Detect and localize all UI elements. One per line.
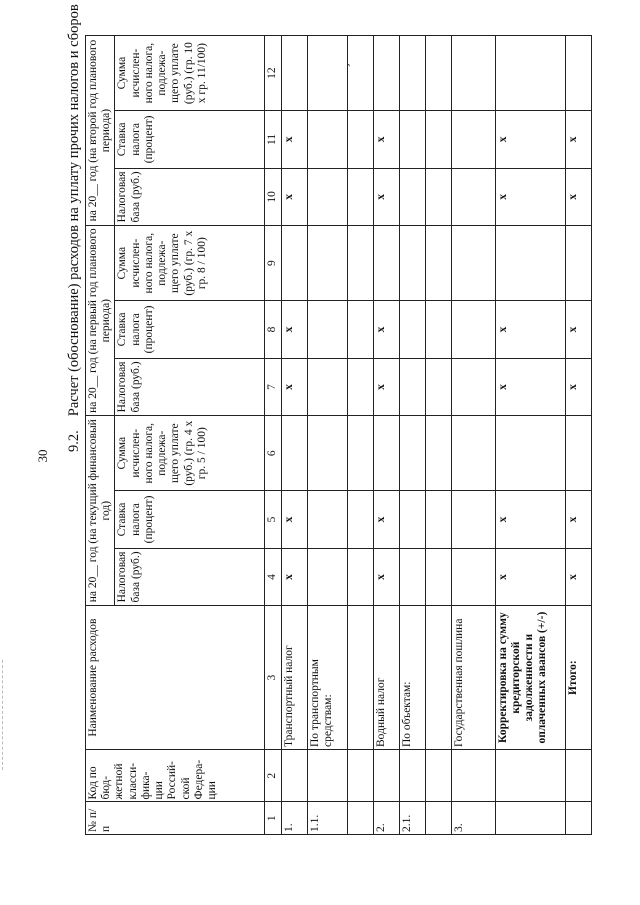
row-cell (307, 548, 347, 606)
row-cell (347, 111, 373, 169)
table-row (495, 36, 565, 835)
row-cell: x (281, 548, 307, 606)
row-cell (307, 358, 347, 416)
table-row (347, 36, 373, 835)
row-code (399, 750, 425, 803)
row-cell: x (373, 548, 399, 606)
row-cell (399, 226, 425, 301)
table-row (451, 36, 495, 835)
row-cell (307, 491, 347, 549)
header-base: Налоговая база (руб.) (115, 548, 265, 606)
section-heading (66, 0, 83, 452)
row-name: Транспортный налог (281, 606, 307, 750)
column-number: 11 (265, 111, 281, 169)
header-no: № п/п (86, 802, 265, 835)
row-cell (495, 36, 565, 111)
row-cell: x (565, 111, 591, 169)
header-rate: Ставка налога (процент) (115, 491, 265, 549)
header-code: Код по бюд- жетной класси- фика- ции Россий- ской Федера- ции (86, 750, 265, 803)
row-cell: x (373, 301, 399, 359)
table-row (425, 36, 451, 835)
row-cell: x (565, 491, 591, 549)
row-cell (347, 168, 373, 226)
row-cell (347, 491, 373, 549)
table-row (373, 36, 399, 835)
row-number: 1.1. (307, 802, 347, 835)
row-name: Водный налог (373, 606, 399, 750)
row-number: 2. (373, 802, 399, 835)
table-row (565, 36, 591, 835)
row-cell: x (373, 111, 399, 169)
row-code (451, 750, 495, 803)
row-cell: x (495, 358, 565, 416)
row-name: Итого: (565, 606, 591, 750)
row-cell (347, 36, 373, 111)
header-period-first: на 20__ год (на первый год планового периода) (86, 226, 115, 416)
table-row (399, 36, 425, 835)
row-cell: x (281, 301, 307, 359)
row-cell (451, 548, 495, 606)
column-number: 6 (265, 416, 281, 491)
row-code (373, 750, 399, 803)
row-cell (399, 301, 425, 359)
header-period-current: на 20__ год (на текущий финансовый год) (86, 416, 115, 606)
row-name: Корректировка на сумму кредиторской задолженности и оплаченных авансов (+/-) (495, 606, 565, 750)
row-cell: x (281, 491, 307, 549)
section-title: Расчет (обоснование) расходов на уплату прочих налогов и сборов (66, 4, 82, 417)
row-cell (399, 111, 425, 169)
row-cell (495, 226, 565, 301)
column-numbers-row (265, 36, 281, 835)
row-cell (399, 548, 425, 606)
header-sum: Сумма исчислен- ного налога, подлежа- щего уплате (руб.) (гр. 4 х гр. 5 / 100) (115, 416, 265, 491)
row-cell (425, 36, 451, 111)
row-cell (565, 226, 591, 301)
row-cell: x (281, 168, 307, 226)
column-number: 10 (265, 168, 281, 226)
column-number: 8 (265, 301, 281, 359)
row-code (347, 750, 373, 803)
row-cell (399, 416, 425, 491)
row-cell: x (281, 111, 307, 169)
column-number: 7 (265, 358, 281, 416)
row-cell (425, 301, 451, 359)
row-name (347, 606, 373, 750)
row-cell (451, 301, 495, 359)
row-number (347, 802, 373, 835)
row-cell: x (281, 358, 307, 416)
column-number: 4 (265, 548, 281, 606)
row-cell (451, 226, 495, 301)
row-cell (281, 416, 307, 491)
row-cell (565, 416, 591, 491)
header-rate: Ставка налога (процент) (115, 301, 265, 359)
row-number (425, 802, 451, 835)
header-sum: Сумма исчислен- ного налога, подлежа- щего уплате (руб.) (гр. 7 х гр. 8 / 100) (115, 226, 265, 301)
row-cell (399, 168, 425, 226)
header-sum: Сумма исчислен- ного налога, подлежа- щего уплате (руб.) (гр. 10 х гр. 11/100) (115, 36, 265, 111)
row-cell (451, 416, 495, 491)
row-number: 2.1. (399, 802, 425, 835)
row-cell (399, 36, 425, 111)
row-cell (307, 416, 347, 491)
table-row (281, 36, 307, 835)
row-cell (451, 491, 495, 549)
row-cell (347, 416, 373, 491)
row-cell (347, 358, 373, 416)
row-name: По транспортным средствам: (307, 606, 347, 750)
row-cell (451, 168, 495, 226)
row-cell (307, 226, 347, 301)
row-number (495, 802, 565, 835)
section-number: 9.2. (66, 430, 82, 452)
row-cell (399, 491, 425, 549)
row-cell (451, 358, 495, 416)
row-code (281, 750, 307, 803)
row-name: По объектам: (399, 606, 425, 750)
row-cell (451, 36, 495, 111)
row-number: 1. (281, 802, 307, 835)
row-cell: x (373, 358, 399, 416)
row-cell: x (495, 301, 565, 359)
row-code (565, 750, 591, 803)
column-number: 12 (265, 36, 281, 111)
header-rate: Ставка налога (процент) (115, 111, 265, 169)
row-cell (425, 168, 451, 226)
row-cell (281, 226, 307, 301)
row-cell: x (565, 358, 591, 416)
row-cell (373, 416, 399, 491)
row-cell: x (565, 301, 591, 359)
row-cell (425, 548, 451, 606)
row-cell: x (495, 111, 565, 169)
row-cell: x (565, 548, 591, 606)
row-cell: x (495, 548, 565, 606)
row-cell (307, 36, 347, 111)
column-number: 2 (265, 750, 281, 803)
row-name: Государственная пошлина (451, 606, 495, 750)
expenses-table-container (85, 35, 615, 835)
row-cell (399, 358, 425, 416)
row-cell: x (373, 168, 399, 226)
row-code (425, 750, 451, 803)
row-cell (373, 36, 399, 111)
column-number: 9 (265, 226, 281, 301)
row-cell (425, 358, 451, 416)
column-number: 1 (265, 802, 281, 835)
row-code (307, 750, 347, 803)
row-code (495, 750, 565, 803)
header-name: Наименование расходов (86, 606, 265, 750)
expenses-table (85, 35, 592, 835)
row-cell: x (495, 168, 565, 226)
row-cell (425, 226, 451, 301)
row-cell: x (495, 491, 565, 549)
row-cell: x (373, 491, 399, 549)
row-cell (451, 111, 495, 169)
column-number: 3 (265, 606, 281, 750)
row-cell: x (565, 168, 591, 226)
row-cell (495, 416, 565, 491)
header-row-periods (86, 36, 115, 835)
row-cell (307, 111, 347, 169)
stray-mark: ' (347, 62, 353, 74)
row-number (565, 802, 591, 835)
scan-edge (2, 660, 4, 770)
header-base: Налоговая база (руб.) (115, 358, 265, 416)
row-name (425, 606, 451, 750)
column-number: 5 (265, 491, 281, 549)
row-cell (307, 301, 347, 359)
row-cell (347, 226, 373, 301)
header-base: Налоговая база (руб.) (115, 168, 265, 226)
row-cell (373, 226, 399, 301)
row-cell (565, 36, 591, 111)
page-number: 30 (35, 449, 50, 463)
row-number: 3. (451, 802, 495, 835)
table-row (307, 36, 347, 835)
header-period-second: на 20__ год (на второй год планового периода) (86, 36, 115, 226)
row-cell (307, 168, 347, 226)
row-cell (281, 36, 307, 111)
row-cell (347, 548, 373, 606)
row-cell (425, 491, 451, 549)
row-cell (347, 301, 373, 359)
row-cell (425, 416, 451, 491)
row-cell (425, 111, 451, 169)
